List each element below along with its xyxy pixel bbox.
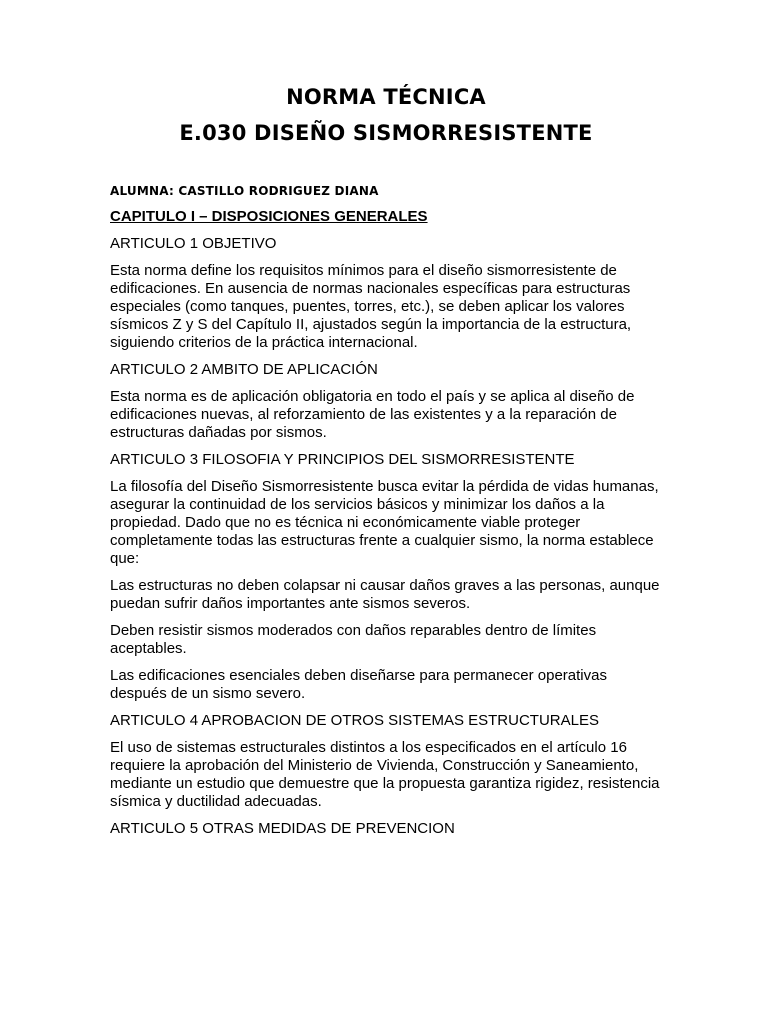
paragraph: El uso de sistemas estructurales distintos a los especificados en el artículo 16 requiere la aprobación del Ministerio de Vivienda, Construcción y Saneamiento, mediante un estudio que demuestre que la propuesta garantiza rigidez, resistencia sísmica y ductilidad adecuadas.: [110, 739, 660, 810]
paragraph: Esta norma define los requisitos mínimos para el diseño sismorresistente de edificaciones. En ausencia de normas nacionales específicas para estructuras especiales (como tanques, puentes, torres, etc.), se deben aplicar los valores sísmicos Z y S del Capítulo II, ajustados según la importancia de la estructura, siguiendo criterios de la práctica internacional.: [110, 262, 632, 351]
document-body: [110, 208, 662, 847]
paragraph: Esta norma es de aplicación obligatoria en todo el país y se aplica al diseño de edificaciones nuevas, al reforzamiento de las existentes y a la reparación de estructuras dañadas por sismos.: [110, 388, 635, 441]
article-heading: ARTICULO 5 OTRAS MEDIDAS DE PREVENCION: [110, 820, 455, 837]
section-article-5: [110, 820, 662, 838]
section-article-3: [110, 451, 662, 703]
paragraph: Deben resistir sismos moderados con daños reparables dentro de límites aceptables.: [110, 622, 597, 657]
section-article-2: [110, 361, 662, 442]
document-title-line1: NORMA TÉCNICA: [286, 85, 486, 109]
article-heading: ARTICULO 2 AMBITO DE APLICACIÓN: [110, 361, 378, 378]
article-heading: ARTICULO 1 OBJETIVO: [110, 235, 277, 252]
section-article-1: [110, 235, 662, 352]
paragraph: Las estructuras no deben colapsar ni causar daños graves a las personas, aunque puedan sufrir daños importantes ante sismos severos.: [110, 577, 660, 612]
paragraph: La filosofía del Diseño Sismorresistente busca evitar la pérdida de vidas humanas, asegurar la continuidad de los servicios básicos y minimizar los daños a la propiedad. Dado que no es técnica ni económicamente viable proteger completamente todas las estructuras frente a cualquier sismo, la norma establece que:: [110, 478, 659, 567]
author-line: ALUMNA: CASTILLO RODRIGUEZ DIANA: [110, 184, 379, 198]
article-heading: ARTICULO 3 FILOSOFIA Y PRINCIPIOS DEL SISMORRESISTENTE: [110, 451, 575, 468]
section-article-4: [110, 712, 662, 811]
paragraph: Las edificaciones esenciales deben diseñarse para permanecer operativas después de un sismo severo.: [110, 667, 607, 702]
article-heading: ARTICULO 4 APROBACION DE OTROS SISTEMAS ESTRUCTURALES: [110, 712, 599, 729]
document-title-line2: E.030 DISEÑO SISMORRESISTENTE: [179, 121, 593, 145]
chapter-heading: CAPITULO I – DISPOSICIONES GENERALES: [110, 208, 428, 225]
